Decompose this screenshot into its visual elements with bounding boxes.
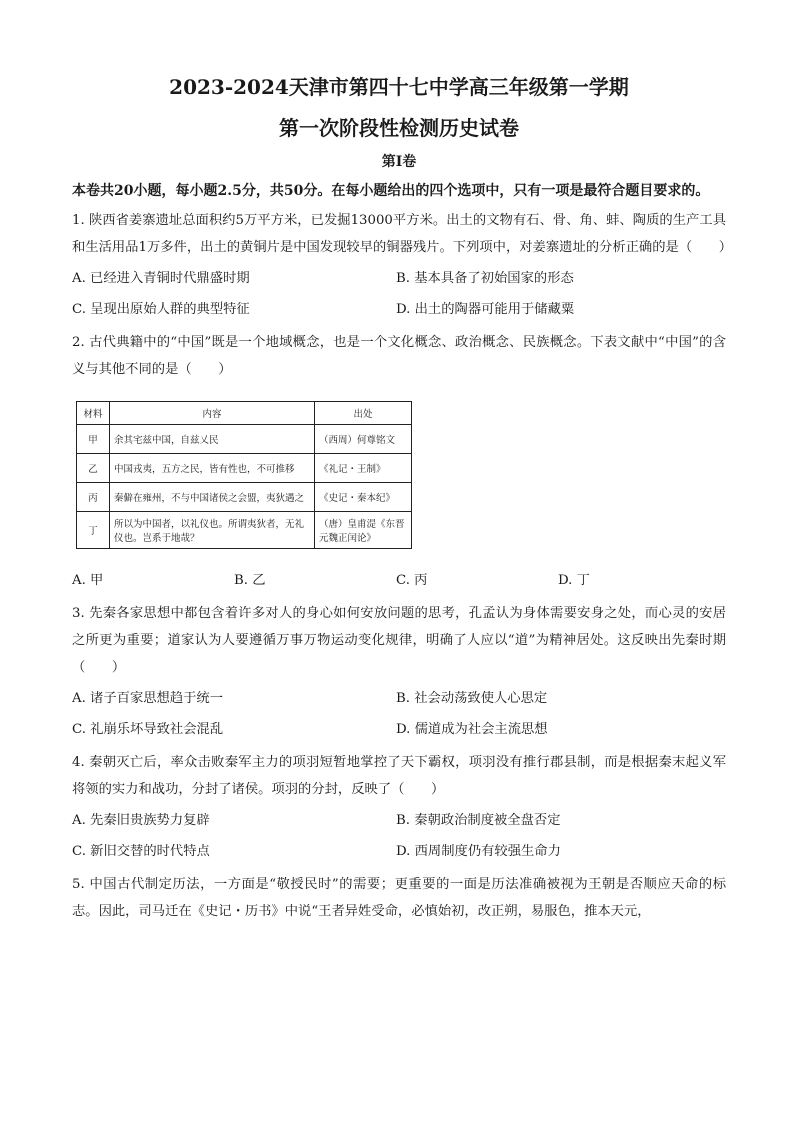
question-1-option-a: A. 已经进入青铜时代鼎盛时期: [72, 271, 250, 286]
table-row: [77, 483, 412, 512]
table-cell-source: 《礼记・王制》: [315, 454, 412, 483]
question-2-option-c: C. 丙: [396, 573, 428, 588]
table-cell-content: 秦僻在雍州，不与中国诸侯之会盟，夷狄遇之: [110, 483, 315, 512]
table-row: [77, 454, 412, 483]
question-2-source-table: [76, 401, 412, 549]
section-heading: 第Ⅰ卷: [381, 154, 417, 170]
question-4-option-b: B. 秦朝政治制度被全盘否定: [396, 813, 561, 828]
question-1-options: [72, 265, 726, 327]
question-1-stem: 1. 陕西省姜寨遗址总面积约5万平方米，已发掘13000平方米。出土的文物有石、骨、角、蚌、陶质的生产工具和生活用品1万多件，出土的黄铜片是中国发现较早的铜器残片。下列项中，对姜寨遗址的分析正确的是（ ）: [72, 213, 733, 255]
table-cell-source: 《史记・秦本纪》: [315, 483, 412, 512]
table-cell-material: 乙: [77, 454, 110, 483]
table-cell-content: 中国戎夷，五方之民，皆有性也，不可推移: [110, 454, 315, 483]
table-cell-content: 余其宅兹中国，自兹乂民: [110, 425, 315, 454]
question-3-option-a: A. 诸子百家思想趋于统一: [72, 691, 224, 706]
table-header-content: 内容: [110, 402, 315, 425]
table-cell-content: 所以为中国者，以礼仪也。所谓夷狄者，无礼仪也。岂系于地哉？: [110, 512, 315, 549]
question-3-option-b: B. 社会动荡致使人心思定: [396, 691, 548, 706]
question-3-options: [72, 685, 726, 747]
question-4-options: [72, 807, 726, 869]
question-2-options: [72, 567, 726, 598]
table-cell-source: （唐）皇甫湜《东晋元魏正闰论》: [315, 512, 412, 549]
question-4-option-d: D. 西周制度仍有较强生命力: [396, 844, 561, 859]
table-cell-material: 丙: [77, 483, 110, 512]
table-header-material: 材料: [77, 402, 110, 425]
table-header-source: 出处: [315, 402, 412, 425]
question-1-option-c: C. 呈现出原始人群的典型特征: [72, 302, 250, 317]
question-3-option-c: C. 礼崩乐坏导致社会混乱: [72, 722, 224, 737]
instructions: 本卷共20小题，每小题2.5分，共50分。在每小题给出的四个选项中，只有一项是最符合题目要求的。: [72, 183, 710, 199]
question-2-option-b: B. 乙: [234, 573, 266, 588]
table-header-row: [77, 402, 412, 425]
question-2-option-a: A. 甲: [72, 573, 104, 588]
question-4-option-c: C. 新旧交替的时代特点: [72, 844, 210, 859]
table-cell-material: 甲: [77, 425, 110, 454]
question-5-stem: 5. 中国古代制定历法，一方面是“敬授民时”的需要；更重要的一面是历法准确被视为王朝是否顺应天命的标志。因此，司马迁在《史记・历书》中说“王者异姓受命，必慎始初，改正朔，易服色，推本天元，: [72, 877, 726, 919]
table-row: [77, 512, 412, 549]
question-3-option-d: D. 儒道成为社会主流思想: [396, 722, 548, 737]
question-2-option-d: D. 丁: [558, 573, 590, 588]
exam-page: [72, 62, 733, 925]
exam-title-line2: 第一次阶段性检测历史试卷: [279, 116, 519, 140]
question-2-stem: 2. 古代典籍中的“中国”既是一个地域概念，也是一个文化概念、政治概念、民族概念。下表文献中“中国”的含义与其他不同的是（ ）: [72, 335, 726, 377]
table-cell-material: 丁: [77, 512, 110, 549]
question-4-option-a: A. 先秦旧贵族势力复辟: [72, 813, 210, 828]
table-row: [77, 425, 412, 454]
table-cell-source: （西周）何尊铭文: [315, 425, 412, 454]
exam-title-line1: 2023-2024天津市第四十七中学高三年级第一学期: [169, 75, 629, 99]
question-1-option-b: B. 基本具备了初始国家的形态: [396, 271, 574, 286]
question-4-stem: 4. 秦朝灭亡后，率众击败秦军主力的项羽短暂地掌控了天下霸权，项羽没有推行郡县制，而是根据秦末起义军将领的实力和战功，分封了诸侯。项羽的分封，反映了（ ）: [72, 755, 726, 797]
question-1-option-d: D. 出土的陶器可能用于储藏粟: [396, 302, 575, 317]
question-3-stem: 3. 先秦各家思想中都包含着许多对人的身心如何安放问题的思考，孔孟认为身体需要安身之处，而心灵的安居之所更为重要；道家认为人要遵循万事万物运动变化规律，明确了人应以“道”为精神居处。这反映出先秦时期（ ）: [72, 606, 726, 675]
